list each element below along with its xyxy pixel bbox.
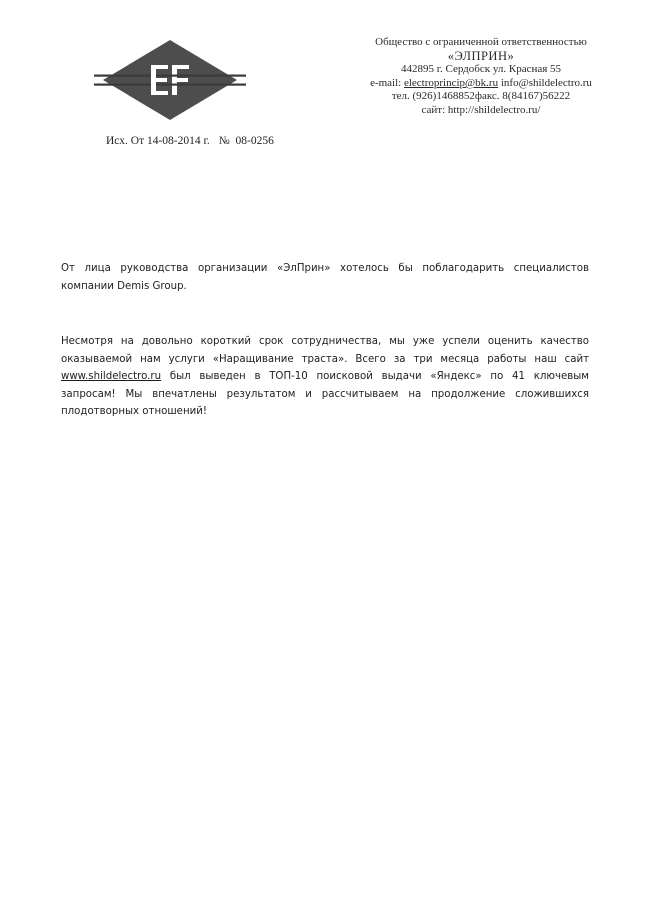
paragraph-results-text-2: был выведен в ТОП-10 поисковой выдачи «Яндекс» по 41 ключевым запросам! Мы впечатлены результатом и рассчитываем на продолжение сложившихся плодотворных отношений!	[61, 371, 589, 417]
outgoing-reference	[106, 135, 274, 147]
email-link-2[interactable]: info@shildelectro.ru	[498, 76, 592, 89]
company-emails	[352, 77, 610, 91]
company-type: Общество с ограниченной ответственностью	[375, 36, 587, 48]
elprin-logo	[94, 38, 246, 122]
paragraph-results-text-1: Несмотря на довольно короткий срок сотрудничества, мы уже успели оценить качество оказываемой нам услуги «Наращивание траста». Всего за три месяца работы наш сайт	[61, 336, 589, 365]
elprin-logo-icon	[94, 38, 246, 122]
company-address: 442895 г. Сердобск ул. Красная 55	[400, 63, 562, 76]
outgoing-date: Исх. От 14-08-2014 г.	[106, 135, 210, 147]
paragraph-results	[61, 333, 589, 421]
company-letterhead	[352, 36, 610, 118]
company-site[interactable]: сайт: http://shildelectro.ru/	[421, 103, 541, 116]
company-phones: тел. (926)1468852факс. 8(84167)56222	[391, 90, 571, 103]
number-sign: №	[218, 135, 230, 147]
outgoing-number: 08-0256	[235, 135, 274, 147]
company-name: «ЭЛПРИН»	[447, 48, 515, 63]
site-link[interactable]: www.shildelectro.ru	[61, 371, 162, 382]
paragraph-gratitude: От лица руководства организации «ЭлПрин» хотелось бы поблагодарить специалистов компании Demis Group.	[61, 263, 589, 292]
email-label: e-mail:	[370, 76, 404, 89]
email-link-1[interactable]: electroprincip@bk.ru	[403, 76, 499, 89]
